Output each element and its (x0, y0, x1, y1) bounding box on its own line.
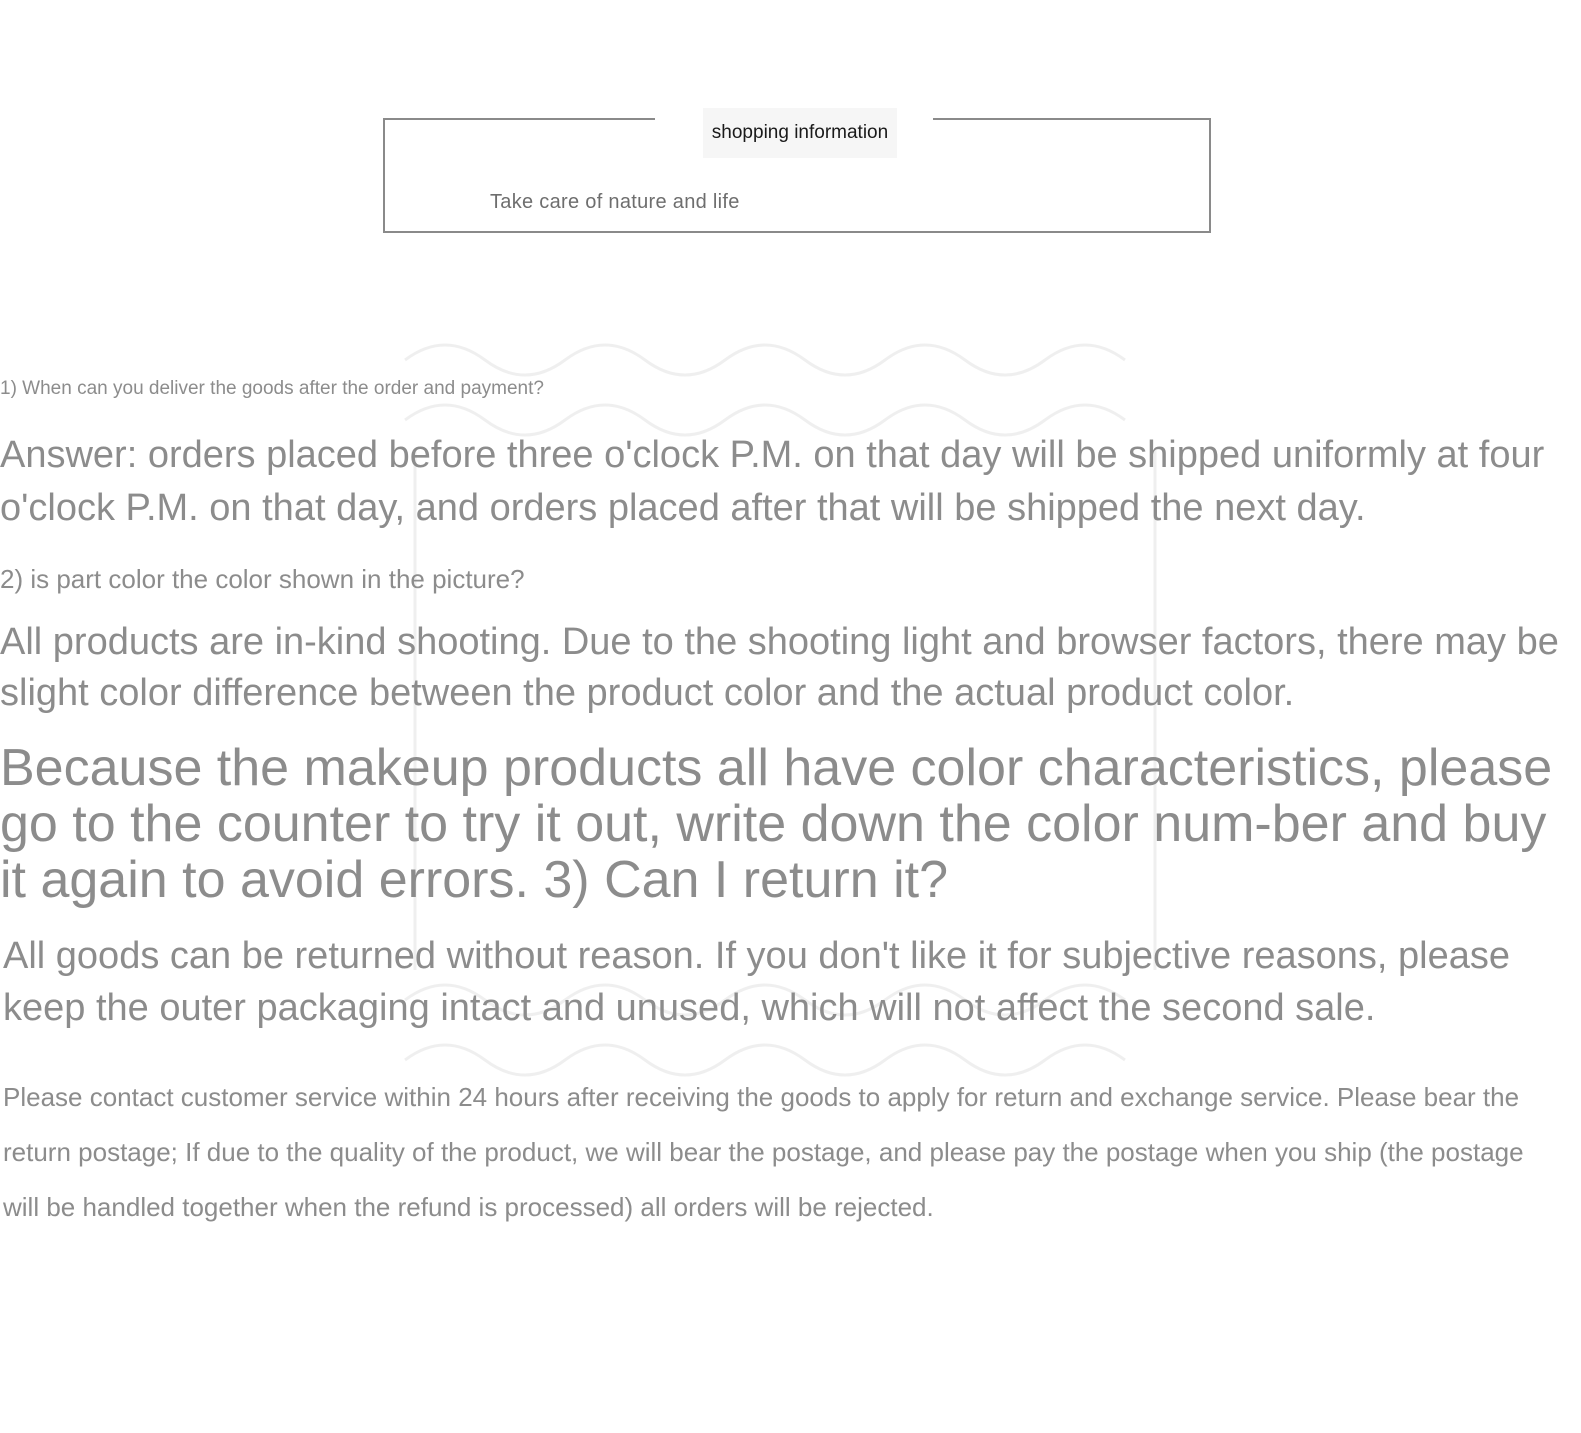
faq-answer-2: All products are in-kind shooting. Due to the shooting light and browser factors, there may be slight color difference between the product color and the actual product color. (0, 621, 1559, 714)
faq-answer-3-detail: Please contact customer service within 24 hours after receiving the goods to apply for return and exchange service. Please bear the return postage; If due to the quality of the product, we will bear the postage, and please pay the postage when you ship (the postage will be handled together when the refund is processed) all orders will be rejected. (3, 1082, 1524, 1222)
faq-question-1: 1) When can you deliver the goods after the order and payment? (0, 378, 544, 399)
header-subtitle: Take care of nature and life (490, 191, 740, 213)
header-title: shopping information (703, 108, 897, 158)
faq-answer-3: All goods can be returned without reason. If you don't like it for subjective reasons, please keep the outer packaging intact and unused, which will not affect the second sale. (3, 935, 1511, 1029)
faq-answer-2-note: Because the makeup products all have color characteristics, please go to the counter to try it out, write down the color num-ber and buy it again to avoid errors. 3) Can I return it? (0, 739, 1553, 909)
faq-question-2: 2) is part color the color shown in the picture? (0, 564, 525, 594)
faq-answer-1: Answer: orders placed before three o'clock P.M. on that day will be shipped uniformly at four o'clock P.M. on that day, and orders placed after that will be shipped the next day. (0, 434, 1545, 529)
